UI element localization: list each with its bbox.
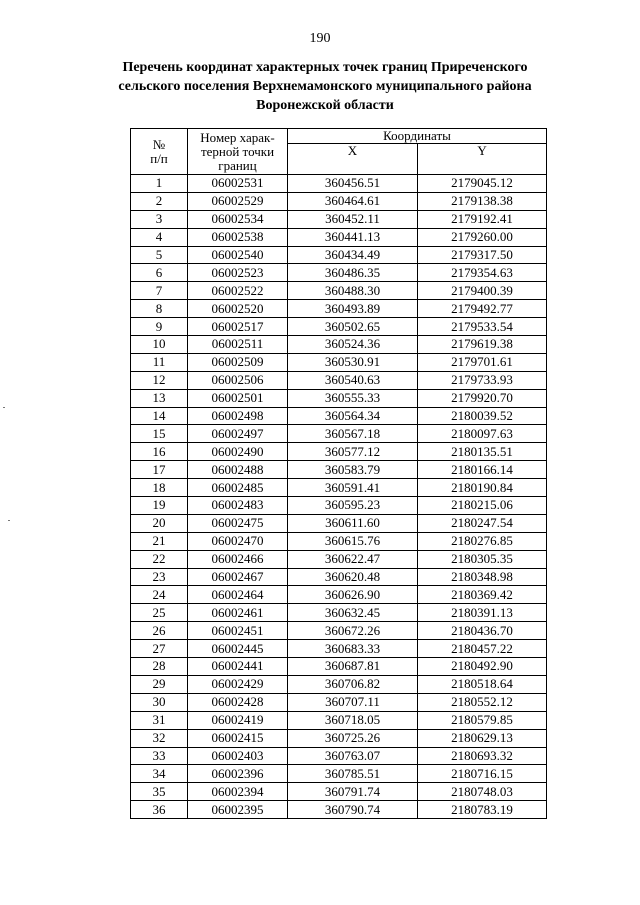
point-number-cell: 06002483 [188,497,288,515]
row-number-cell: 30 [131,693,188,711]
y-coordinate-cell: 2179138.38 [418,192,547,210]
y-coordinate-cell: 2180693.32 [418,747,547,765]
y-coordinate-cell: 2179400.39 [418,282,547,300]
x-coordinate-cell: 360622.47 [288,550,418,568]
point-number-cell: 06002490 [188,443,288,461]
x-coordinate-cell: 360486.35 [288,264,418,282]
y-coordinate-cell: 2180391.13 [418,604,547,622]
y-coordinate-cell: 2179260.00 [418,228,547,246]
x-coordinate-cell: 360591.41 [288,479,418,497]
y-coordinate-cell: 2180369.42 [418,586,547,604]
row-number-cell: 36 [131,801,188,819]
row-number-cell: 4 [131,228,188,246]
header-num-line-1: № [152,136,166,152]
table-row [131,479,547,497]
row-number-cell: 22 [131,550,188,568]
point-number-cell: 06002451 [188,622,288,640]
point-number-cell: 06002428 [188,693,288,711]
table-row [131,711,547,729]
table-row [131,604,547,622]
point-number-cell: 06002403 [188,747,288,765]
point-number-cell: 06002523 [188,264,288,282]
x-coordinate-cell: 360583.79 [288,461,418,479]
row-number-cell: 13 [131,389,188,407]
y-coordinate-cell: 2180276.85 [418,532,547,550]
coordinates-table [130,128,547,819]
x-coordinate-cell: 360611.60 [288,514,418,532]
y-coordinate-cell: 2180492.90 [418,658,547,676]
y-coordinate-cell: 2179192.41 [418,210,547,228]
point-number-cell: 06002445 [188,640,288,658]
x-coordinate-cell: 360540.63 [288,371,418,389]
x-coordinate-cell: 360595.23 [288,497,418,515]
x-coordinate-cell: 360615.76 [288,532,418,550]
table-row [131,586,547,604]
point-number-cell: 06002467 [188,568,288,586]
x-coordinate-cell: 360488.30 [288,282,418,300]
row-number-cell: 31 [131,711,188,729]
point-number-cell: 06002498 [188,407,288,425]
row-number-cell: 8 [131,300,188,318]
row-number-cell: 2 [131,192,188,210]
row-number-cell: 33 [131,747,188,765]
title-line-3: Воронежской области [256,98,394,113]
point-number-cell: 06002396 [188,765,288,783]
y-coordinate-cell: 2180748.03 [418,783,547,801]
row-number-cell: 23 [131,568,188,586]
point-number-cell: 06002538 [188,228,288,246]
y-coordinate-cell: 2180552.12 [418,693,547,711]
table-row [131,246,547,264]
table-row [131,425,547,443]
y-coordinate-cell: 2180247.54 [418,514,547,532]
row-number-cell: 12 [131,371,188,389]
row-number-cell: 18 [131,479,188,497]
row-number-cell: 27 [131,640,188,658]
header-point-line-3: границ [218,157,257,173]
table-row [131,300,547,318]
row-number-cell: 24 [131,586,188,604]
table-row [131,210,547,228]
table-row [131,640,547,658]
row-number-cell: 6 [131,264,188,282]
table-row [131,514,547,532]
table-row [131,443,547,461]
x-coordinate-cell: 360683.33 [288,640,418,658]
y-coordinate-cell: 2179920.70 [418,389,547,407]
x-coordinate-cell: 360687.81 [288,658,418,676]
row-number-cell: 20 [131,514,188,532]
row-number-cell: 25 [131,604,188,622]
y-coordinate-cell: 2180190.84 [418,479,547,497]
row-number-cell: 34 [131,765,188,783]
table-row [131,783,547,801]
table-row [131,801,547,819]
row-number-cell: 28 [131,658,188,676]
row-number-cell: 29 [131,675,188,693]
table-row [131,675,547,693]
table-row [131,353,547,371]
table-row [131,264,547,282]
row-number-cell: 26 [131,622,188,640]
table-row [131,282,547,300]
row-number-cell: 21 [131,532,188,550]
table-row [131,532,547,550]
table-row [131,622,547,640]
x-coordinate-cell: 360718.05 [288,711,418,729]
point-number-cell: 06002534 [188,210,288,228]
y-coordinate-cell: 2180097.63 [418,425,547,443]
point-number-cell: 06002509 [188,353,288,371]
y-coordinate-cell: 2179533.54 [418,318,547,336]
x-coordinate-cell: 360672.26 [288,622,418,640]
row-number-cell: 1 [131,175,188,193]
point-number-cell: 06002464 [188,586,288,604]
scan-speck [3,407,5,408]
point-number-cell: 06002394 [188,783,288,801]
x-coordinate-cell: 360706.82 [288,675,418,693]
x-coordinate-cell: 360441.13 [288,228,418,246]
y-coordinate-cell: 2179354.63 [418,264,547,282]
row-number-cell: 35 [131,783,188,801]
y-coordinate-cell: 2180629.13 [418,729,547,747]
x-coordinate-cell: 360530.91 [288,353,418,371]
x-coordinate-cell: 360725.26 [288,729,418,747]
y-coordinate-cell: 2180457.22 [418,640,547,658]
row-number-cell: 9 [131,318,188,336]
y-coordinate-cell: 2179701.61 [418,353,547,371]
point-number-cell: 06002506 [188,371,288,389]
point-number-cell: 06002497 [188,425,288,443]
table-row [131,497,547,515]
y-coordinate-cell: 2179619.38 [418,336,547,354]
y-coordinate-cell: 2180518.64 [418,675,547,693]
table-row [131,550,547,568]
table-row [131,228,547,246]
point-number-cell: 06002466 [188,550,288,568]
table-row [131,747,547,765]
point-number-cell: 06002501 [188,389,288,407]
point-number-cell: 06002429 [188,675,288,693]
header-row-number [131,129,188,175]
x-coordinate-cell: 360785.51 [288,765,418,783]
point-number-cell: 06002540 [188,246,288,264]
header-num-line-2: п/п [150,150,168,166]
y-coordinate-cell: 2180305.35 [418,550,547,568]
point-number-cell: 06002485 [188,479,288,497]
row-number-cell: 17 [131,461,188,479]
x-coordinate-cell: 360707.11 [288,693,418,711]
row-number-cell: 15 [131,425,188,443]
table-row [131,407,547,425]
row-number-cell: 11 [131,353,188,371]
header-point-line-2: терной точки [200,143,275,159]
point-number-cell: 06002419 [188,711,288,729]
x-coordinate-cell: 360493.89 [288,300,418,318]
x-coordinate-cell: 360464.61 [288,192,418,210]
x-coordinate-cell: 360434.49 [288,246,418,264]
y-coordinate-cell: 2180039.52 [418,407,547,425]
y-coordinate-cell: 2180166.14 [418,461,547,479]
point-number-cell: 06002531 [188,175,288,193]
table-row [131,568,547,586]
table-row [131,461,547,479]
table-row [131,175,547,193]
header-x: X [288,144,418,175]
table-row [131,336,547,354]
table-row [131,729,547,747]
table-row [131,658,547,676]
row-number-cell: 19 [131,497,188,515]
title-line-1: Перечень координат характерных точек границ Приреченского [122,60,528,75]
point-number-cell: 06002511 [188,336,288,354]
y-coordinate-cell: 2179492.77 [418,300,547,318]
table-row [131,192,547,210]
x-coordinate-cell: 360577.12 [288,443,418,461]
header-point-number [188,129,288,175]
point-number-cell: 06002415 [188,729,288,747]
x-coordinate-cell: 360626.90 [288,586,418,604]
document-title [110,58,540,115]
point-number-cell: 06002441 [188,658,288,676]
y-coordinate-cell: 2179733.93 [418,371,547,389]
x-coordinate-cell: 360791.74 [288,783,418,801]
y-coordinate-cell: 2180348.98 [418,568,547,586]
point-number-cell: 06002520 [188,300,288,318]
x-coordinate-cell: 360524.36 [288,336,418,354]
point-number-cell: 06002529 [188,192,288,210]
x-coordinate-cell: 360790.74 [288,801,418,819]
x-coordinate-cell: 360456.51 [288,175,418,193]
y-coordinate-cell: 2179045.12 [418,175,547,193]
row-number-cell: 7 [131,282,188,300]
table-row [131,389,547,407]
header-point-line-1: Номер харак- [200,129,275,145]
point-number-cell: 06002522 [188,282,288,300]
y-coordinate-cell: 2180436.70 [418,622,547,640]
x-coordinate-cell: 360620.48 [288,568,418,586]
point-number-cell: 06002488 [188,461,288,479]
row-number-cell: 5 [131,246,188,264]
x-coordinate-cell: 360452.11 [288,210,418,228]
table-row [131,318,547,336]
x-coordinate-cell: 360502.65 [288,318,418,336]
point-number-cell: 06002470 [188,532,288,550]
y-coordinate-cell: 2180716.15 [418,765,547,783]
row-number-cell: 14 [131,407,188,425]
x-coordinate-cell: 360567.18 [288,425,418,443]
row-number-cell: 10 [131,336,188,354]
table-row [131,371,547,389]
point-number-cell: 06002461 [188,604,288,622]
header-coordinates: Координаты [288,129,547,144]
y-coordinate-cell: 2180783.19 [418,801,547,819]
row-number-cell: 3 [131,210,188,228]
y-coordinate-cell: 2180215.06 [418,497,547,515]
page-number: 190 [309,31,331,46]
point-number-cell: 06002475 [188,514,288,532]
table-row [131,765,547,783]
x-coordinate-cell: 360564.34 [288,407,418,425]
y-coordinate-cell: 2180135.51 [418,443,547,461]
header-y: Y [418,144,547,175]
point-number-cell: 06002395 [188,801,288,819]
row-number-cell: 32 [131,729,188,747]
x-coordinate-cell: 360632.45 [288,604,418,622]
y-coordinate-cell: 2179317.50 [418,246,547,264]
table-row [131,693,547,711]
row-number-cell: 16 [131,443,188,461]
title-line-2: сельского поселения Верхнемамонского муниципального района [118,79,532,94]
y-coordinate-cell: 2180579.85 [418,711,547,729]
scan-speck [8,520,10,521]
point-number-cell: 06002517 [188,318,288,336]
x-coordinate-cell: 360763.07 [288,747,418,765]
x-coordinate-cell: 360555.33 [288,389,418,407]
